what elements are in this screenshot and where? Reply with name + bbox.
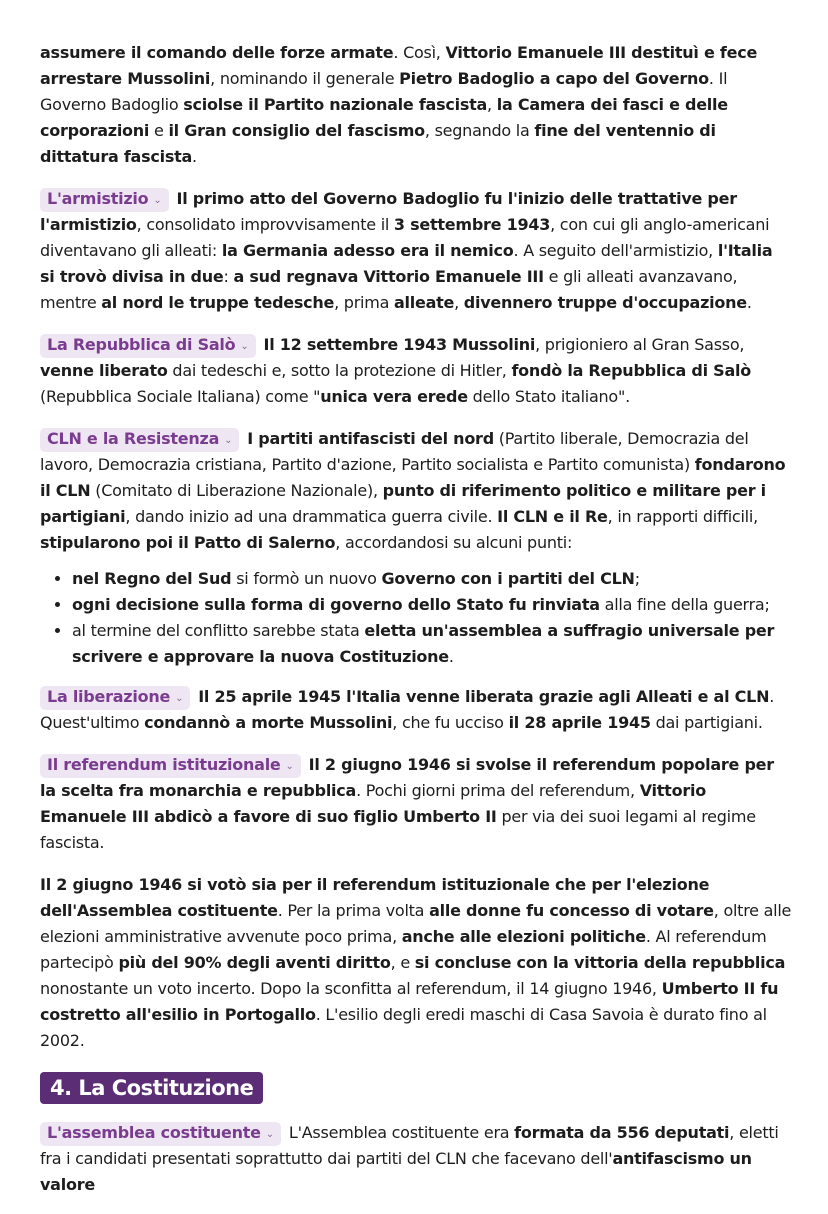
list-item [72,592,792,618]
bullet-list [40,566,792,670]
bold-text: l'Italia si trovò divisa in due [40,241,773,286]
text-run: , dando inizio ad una drammatica guerra civile. [125,507,498,526]
chevron-down-icon: ⌄ [240,341,249,352]
text-run: L'Assemblea costituente era [288,1123,515,1142]
bold-text: fondarono il CLN [40,455,786,500]
bold-text: venne liberato [40,361,168,380]
text-run: . Il Governo Badoglio [40,69,728,114]
list-item [72,566,792,592]
text-run: dai partigiani. [650,713,763,732]
chevron-down-icon: ⌄ [285,761,294,772]
topic-tag-label: L'assemblea costituente [47,1123,261,1142]
text-run: , in rapporti difficili, [607,507,758,526]
bold-text: alleate [393,293,455,312]
bold-text: fondò la Repubblica di Salò [511,361,751,380]
text-run: , con cui gli anglo-americani diventavano gli alleati: [40,215,770,260]
bold-text: unica vera erede [320,387,468,406]
chevron-down-icon: ⌄ [224,435,233,446]
bold-text: alle donne fu concesso di votare [429,901,714,920]
text-run: dello Stato italiano". [467,387,630,406]
text-run: . Per la prima volta [277,901,430,920]
text-run: ; [634,569,640,588]
text-run: (Partito liberale, Democrazia del lavoro, Democrazia cristiana, Partito d'azione, Partito socialista e Partito comunista) [40,429,749,474]
bold-text: punto di riferimento politico e militare per i partigiani [40,481,766,526]
paragraph [40,872,792,1054]
text-run: e gli alleati avanzavano, mentre [40,267,738,312]
text-run: , [487,95,497,114]
text-run: , prigioniero al Gran Sasso, [535,335,745,354]
text-run: , oltre alle elezioni amministrative avvenute poco prima, [40,901,792,946]
text-run: . A seguito dell'armistizio, [513,241,718,260]
chevron-down-icon: ⌄ [265,1129,274,1140]
bold-text: stipularono poi il Patto di Salerno [40,533,336,552]
bold-text: ogni decisione sulla forma di governo dello Stato fu rinviata [72,595,600,614]
bold-text: 3 settembre 1943 [393,215,551,234]
text-run: , accordandosi su alcuni punti: [335,533,573,552]
text-run: , e [390,953,415,972]
topic-tag[interactable] [40,686,190,710]
topic-tag-label: La liberazione [47,687,171,706]
chevron-down-icon: ⌄ [153,195,162,206]
text-run: , [454,293,464,312]
bold-text: divennero truppe d'occupazione [463,293,747,312]
bold-text: Umberto II fu costretto all'esilio in Portogallo [40,979,779,1024]
bold-text: Il 2 giugno 1946 si votò sia per il referendum istituzionale che per l'elezione dell'Assemblea costituente [40,875,710,920]
text-run: alla fine della guerra; [599,595,770,614]
paragraph-assemblea [40,1120,792,1198]
bold-text: condannò a morte Mussolini [144,713,393,732]
section-heading: 4. La Costituzione [40,1072,263,1104]
bold-text: Il 12 settembre 1943 Mussolini [263,335,536,354]
bold-text: antifascismo un valore [40,1149,752,1194]
text-run: , eletti fra i candidati presentati soprattutto dai partiti del CLN che facevano dell' [40,1123,779,1168]
bold-text: al nord le truppe tedesche [101,293,335,312]
text-run: . [448,647,454,666]
section-heading-wrap [40,1070,792,1120]
paragraph [40,186,792,316]
topic-tag-label: L'armistizio [47,189,149,208]
bold-text: Il 25 aprile 1945 l'Italia venne liberata grazie agli Alleati e al CLN [198,687,770,706]
text-run: . Al referendum partecipò [40,927,767,972]
text-run: . Quest'ultimo [40,687,775,732]
bold-text: eletta un'assemblea a suffragio universale per scrivere e approvare la nuova Costituzione [72,621,775,666]
text-run: nonostante un voto incerto. Dopo la sconfitta al referendum, il 14 giugno 1946, [40,979,662,998]
text-run: . [746,293,752,312]
text-run: , segnando la [424,121,535,140]
bold-text: Il CLN e il Re [497,507,608,526]
text-run: . Pochi giorni prima del referendum, [356,781,640,800]
text-run: , che fu ucciso [392,713,509,732]
text-run: . Così, [393,43,446,62]
topic-tag-label: CLN e la Resistenza [47,429,220,448]
text-run: : [223,267,234,286]
topic-tag[interactable] [40,754,301,778]
bold-text: il 28 aprile 1945 [508,713,651,732]
paragraph [40,752,792,856]
bold-text: la Camera dei fasci e delle corporazioni [40,95,728,140]
bold-text: a sud regnava Vittorio Emanuele III [233,267,544,286]
text-run: dai tedeschi e, sotto la protezione di Hitler, [167,361,512,380]
text-run: , nominando il generale [210,69,400,88]
bold-text: Il primo atto del Governo Badoglio fu l'inizio delle trattative per l'armistizio [40,189,737,234]
topic-tag[interactable] [40,188,169,212]
bold-text: I partiti antifascisti del nord [247,429,494,448]
chevron-down-icon: ⌄ [175,693,184,704]
bold-text: formata da 556 deputati [514,1123,730,1142]
bold-text: la Germania adesso era il nemico [221,241,514,260]
text-run: . [192,147,197,166]
list-item [72,618,792,670]
bold-text: Il 2 giugno 1946 si svolse il referendum popolare per la scelta fra monarchia e repubblica [40,755,774,800]
bold-text: Pietro Badoglio a capo del Governo [399,69,709,88]
text-run: (Repubblica Sociale Italiana) come " [40,387,321,406]
paragraph [40,332,792,410]
paragraph-intro [40,40,792,170]
bold-text: assumere il comando delle forze armate [40,43,394,62]
text-run: al termine del conflitto sarebbe stata [72,621,365,640]
topic-tag-label: Il referendum istituzionale [47,755,281,774]
topic-tag[interactable] [40,334,256,358]
bold-text: sciolse il Partito nazionale fascista [183,95,488,114]
text-run: , consolidato improvvisamente il [136,215,394,234]
bold-text: il Gran consiglio del fascismo [168,121,425,140]
bold-text: Governo con i partiti del CLN [381,569,635,588]
text-run: per via dei suoi legami al regime fascista. [40,807,756,852]
bold-text: si concluse con la vittoria della repubblica [414,953,786,972]
bold-text: anche alle elezioni politiche [401,927,646,946]
text-run: e [149,121,169,140]
sections-block [40,186,792,556]
topic-tag[interactable] [40,428,239,452]
text-run: . L'esilio degli eredi maschi di Casa Savoia è durato fino al 2002. [40,1005,767,1050]
bold-text: più del 90% degli aventi diritto [118,953,391,972]
document-page [40,40,792,1214]
text-run: , prima [334,293,394,312]
bold-text: Vittorio Emanuele III destituì e fece arrestare Mussolini [40,43,758,88]
paragraph [40,684,792,736]
bold-text: nel Regno del Sud [72,569,232,588]
topic-tag-label: La Repubblica di Salò [47,335,236,354]
text-run: si formò un nuovo [231,569,382,588]
paragraph [40,426,792,556]
topic-tag[interactable] [40,1122,281,1146]
text-run: (Comitato di Liberazione Nazionale), [90,481,383,500]
bold-text: fine del ventennio di dittatura fascista [40,121,716,166]
sections-block-2 [40,684,792,1054]
bold-text: Vittorio Emanuele III abdicò a favore di suo figlio Umberto II [40,781,706,826]
